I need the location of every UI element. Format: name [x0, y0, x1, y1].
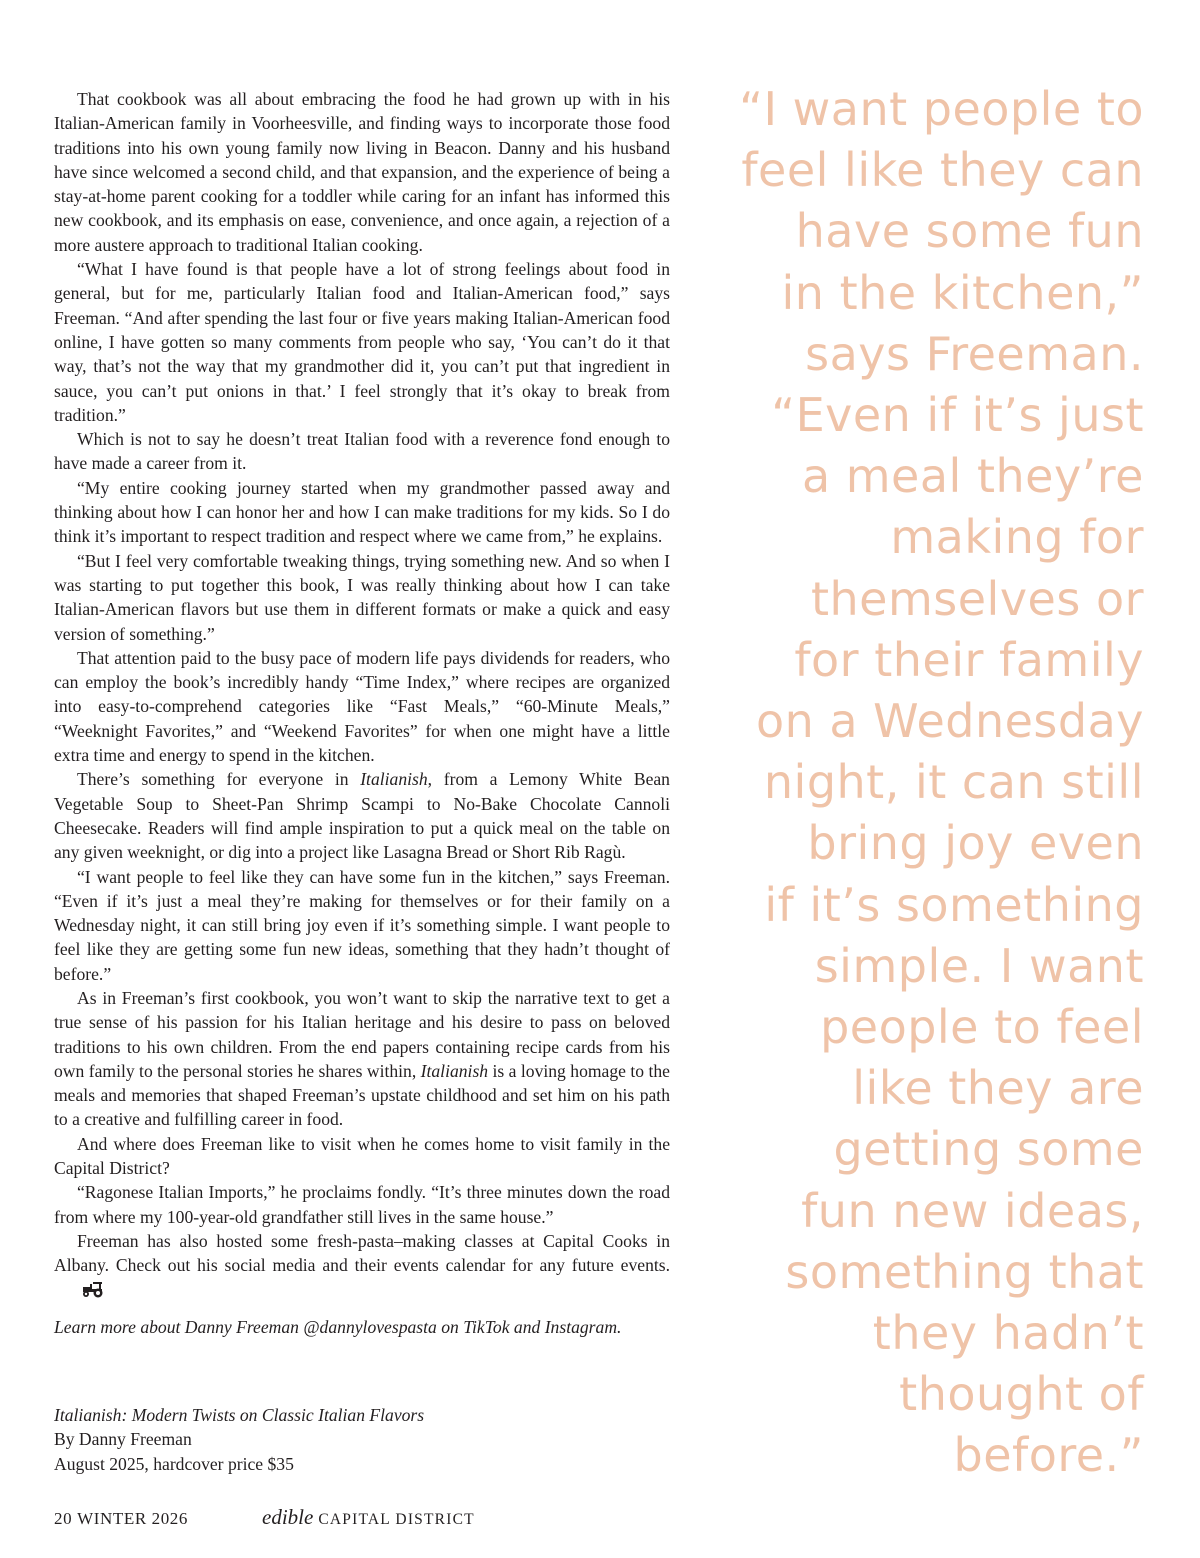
article-paragraph: “But I feel very comfortable tweaking things, trying something new. And so when I was starting to put together this book, I was really thinking about how I can take Italian-American flavors but use them in different formats or make a quick and easy version of something.” — [54, 550, 670, 644]
article-paragraph: Which is not to say he doesn’t treat Italian food with a reverence fond enough to have made a career from it. — [54, 429, 670, 474]
tractor-icon — [58, 1280, 105, 1304]
pull-quote-line: like they are — [852, 1061, 1144, 1116]
article-paragraph: As in Freeman’s first cookbook, you won’t want to skip the narrative text to get a true sense of his passion for his Italian heritage and his desire to pass on beloved traditions to his own children. From the end papers containing recipe cards from his own family to the personal stories he shares within, Italianish is a loving homage to the meals and memories that shaped Freeman’s upstate childhood and set him on his path to a creative and fulfilling career in food. — [54, 987, 670, 1130]
pull-quote-line: they hadn’t — [872, 1306, 1144, 1361]
book-details: August 2025, hardcover price $35 — [54, 1453, 294, 1474]
article-paragraph: Freeman has also hosted some fresh-pasta–making classes at Capital Cooks in Albany. Check out his social media and their events calendar for any future events. — [54, 1229, 670, 1304]
article-paragraph: “My entire cooking journey started when my grandmother passed away and thinking about how I can honor her and how I can make traditions for my kids. So I do think it’s important to respect tradition and respect where we came from,” he explains. — [54, 477, 670, 547]
pull-quote-line: bring joy even — [807, 816, 1144, 871]
article-paragraph: That attention paid to the busy pace of modern life pays dividends for readers, who can employ the book’s incredibly handy “Time Index,” where recipes are organized into easy-to-comprehend categories like “Fast Meals,” “60-Minute Meals,” “Weeknight Favorites,” and “Weekend Favorites” for when one might have a little extra time and energy to spend in the kitchen. — [54, 647, 670, 766]
author-credit: Learn more about Danny Freeman @dannylovespasta on TikTok and Instagram. — [54, 1316, 622, 1337]
pull-quote-line: something that — [785, 1244, 1144, 1299]
pull-quote-line: says Freeman. — [805, 326, 1144, 381]
pull-quote-line: before.” — [953, 1428, 1144, 1483]
article-paragraph: “Ragonese Italian Imports,” he proclaims fondly. “It’s three minutes down the road from where my 100-year-old grandfather still lives in the same house.” — [54, 1182, 670, 1227]
pull-quote-line: a meal they’re — [801, 449, 1144, 504]
article-paragraph: That cookbook was all about embracing the food he had grown up with in his Italian-American family in Voorheesville, and finding ways to incorporate those food traditions into his own young family now living in Beacon. Danny and his husband have since welcomed a second child, and that expansion, and the experience of being a stay-at-home parent cooking for a toddler while caring for an infant has informed this new cookbook, and its emphasis on ease, convenience, and once again, a rejection of a more austere approach to traditional Italian cooking. — [54, 89, 670, 255]
pull-quote-line: “I want people to — [739, 82, 1144, 136]
pull-quote-line: “Even if it’s just — [771, 388, 1144, 443]
brand-edible: edible — [262, 1505, 314, 1529]
pull-quote-line: making for — [890, 510, 1144, 565]
article-paragraph: And where does Freeman like to visit when he comes home to visit family in the Capital District? — [54, 1133, 670, 1179]
book-title: Italianish: Modern Twists on Classic Italian Flavors — [54, 1405, 425, 1425]
article-paragraph: “What I have found is that people have a lot of strong feelings about food in general, but for me, particularly Italian food and Italian-American food,” says Freeman. “And after spending the last four or five years making Italian-American food online, I have gotten so many comments from people who say, ‘You can’t do it that way, that’s not the way that my grandmother did it, you can’t put that ingredient in sauce, you can’t put onions in that.’ I feel strongly that it’s okay to break from tradition.” — [54, 259, 670, 425]
pull-quote-line: have some fun — [795, 204, 1144, 259]
pull-quote-line: on a Wednesday — [755, 694, 1144, 749]
article-paragraph: There’s something for everyone in Italianish, from a Lemony White Bean Vegetable Soup to Sheet-Pan Shrimp Scampi to No-Bake Chocolate Cannoli Cheesecake. Readers will find ample inspiration to put a quick meal on the table on any given weeknight, or dig into a project like Lasagna Bread or Short Rib Ragù. — [54, 769, 670, 863]
pull-quote-line: simple. I want — [814, 938, 1144, 993]
book-title-inline: Italianish — [420, 1060, 489, 1081]
pull-quote-line: night, it can still — [763, 755, 1144, 810]
page-footer — [54, 1505, 475, 1530]
issue-label: WINTER 2026 — [77, 1509, 189, 1528]
brand-region: CAPITAL DISTRICT — [318, 1511, 475, 1528]
pull-quote — [714, 79, 1144, 1487]
book-title-inline: Italianish — [360, 769, 428, 790]
article-body — [54, 87, 670, 1339]
page-number: 20 — [54, 1509, 73, 1528]
pull-quote-line: people to feel — [820, 1000, 1144, 1055]
pull-quote-line: if it’s something — [764, 877, 1144, 932]
pull-quote-line: fun new ideas, — [801, 1183, 1144, 1238]
pull-quote-line: themselves or — [810, 571, 1144, 626]
book-author: By Danny Freeman — [54, 1429, 192, 1450]
pull-quote-line: feel like they can — [741, 143, 1144, 198]
article-paragraph: “I want people to feel like they can have some fun in the kitchen,” says Freeman. “Even if it’s just a meal they’re making for themselves or for their family on a Wednesday night, it can still bring joy even if it’s something simple. I want people to feel like they are getting some fun new ideas, something that they hadn’t thought of before.” — [54, 866, 670, 984]
pull-quote-line: for their family — [794, 632, 1144, 687]
pull-quote-line: in the kitchen,” — [781, 265, 1144, 320]
magazine-brand — [262, 1505, 475, 1530]
pull-quote-line: getting some — [833, 1122, 1144, 1177]
book-info — [54, 1403, 670, 1476]
pull-quote-line: thought of — [899, 1367, 1144, 1422]
